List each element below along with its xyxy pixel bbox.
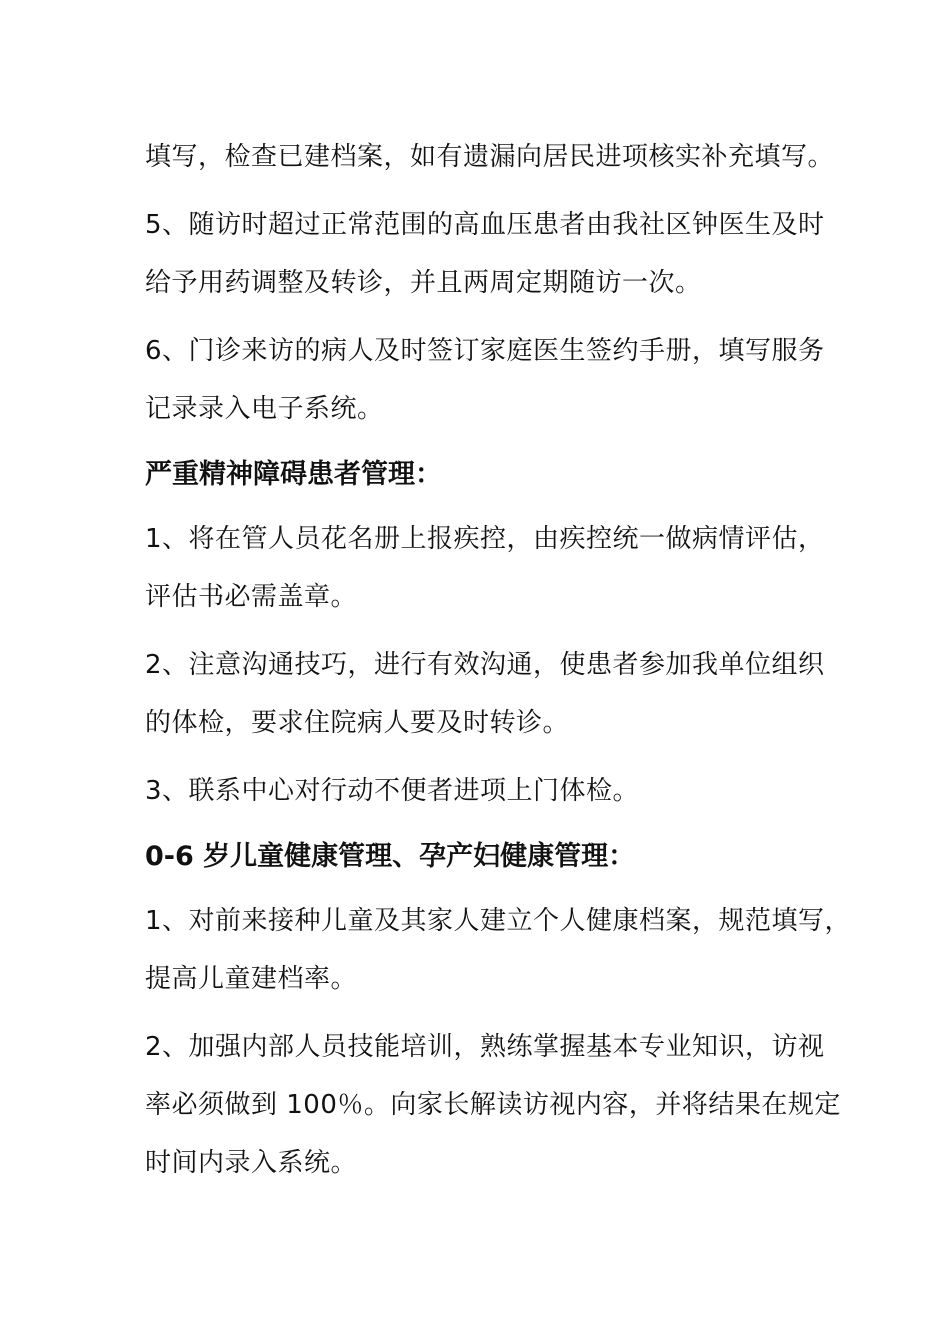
section-heading: 严重精神障碍患者管理： (145, 459, 442, 490)
paragraph-gap (145, 752, 835, 762)
text-line: 给予用药调整及转诊，并且两周定期随访一次。 (145, 268, 702, 298)
text-line: 提高儿童建档率。 (145, 964, 358, 994)
text-line: 填写，检查已建档案，如有遗漏向居民进项核实补充填写。 (145, 142, 835, 172)
text-line: 时间内录入系统。 (145, 1148, 358, 1178)
text-line: 评估书必需盖章。 (145, 582, 358, 612)
paragraph (145, 636, 835, 752)
paragraph (145, 892, 852, 1008)
text-line: 2、加强内部人员技能培训，熟练掌握基本专业知识，访视 (145, 1032, 825, 1062)
text-line: 5、随访时超过正常范围的高血压患者由我社区钟医生及时 (145, 210, 825, 240)
paragraph (145, 1018, 841, 1192)
paragraph (145, 322, 835, 438)
text-line: 2、注意沟通技巧，进行有效沟通，使患者参加我单位组织 (145, 650, 825, 680)
paragraph-gap (145, 626, 835, 636)
text-line: 6、门诊来访的病人及时签订家庭医生签约手册，填写服务 (145, 336, 825, 366)
text-line: 1、将在管人员花名册上报疾控，由疾控统一做病情评估， (145, 524, 825, 554)
text-line: 记录录入电子系统。 (145, 394, 384, 424)
paragraph-gap (145, 1008, 835, 1018)
paragraph-gap (145, 186, 835, 196)
paragraph (145, 762, 835, 820)
paragraph (145, 128, 835, 186)
paragraph (145, 510, 835, 626)
paragraph (145, 196, 835, 312)
document-body (145, 128, 852, 1192)
text-line: 3、联系中心对行动不便者进项上门体检。 (145, 776, 640, 806)
text-line: 率必须做到 100％。向家长解读访视内容，并将结果在规定 (145, 1090, 841, 1120)
text-line: 的体检，要求住院病人要及时转诊。 (145, 708, 570, 738)
paragraph-gap (145, 312, 835, 322)
text-line: 1、对前来接种儿童及其家人建立个人健康档案，规范填写， (145, 906, 852, 936)
section-heading: 0-6 岁儿童健康管理、孕产妇健康管理： (145, 841, 636, 872)
